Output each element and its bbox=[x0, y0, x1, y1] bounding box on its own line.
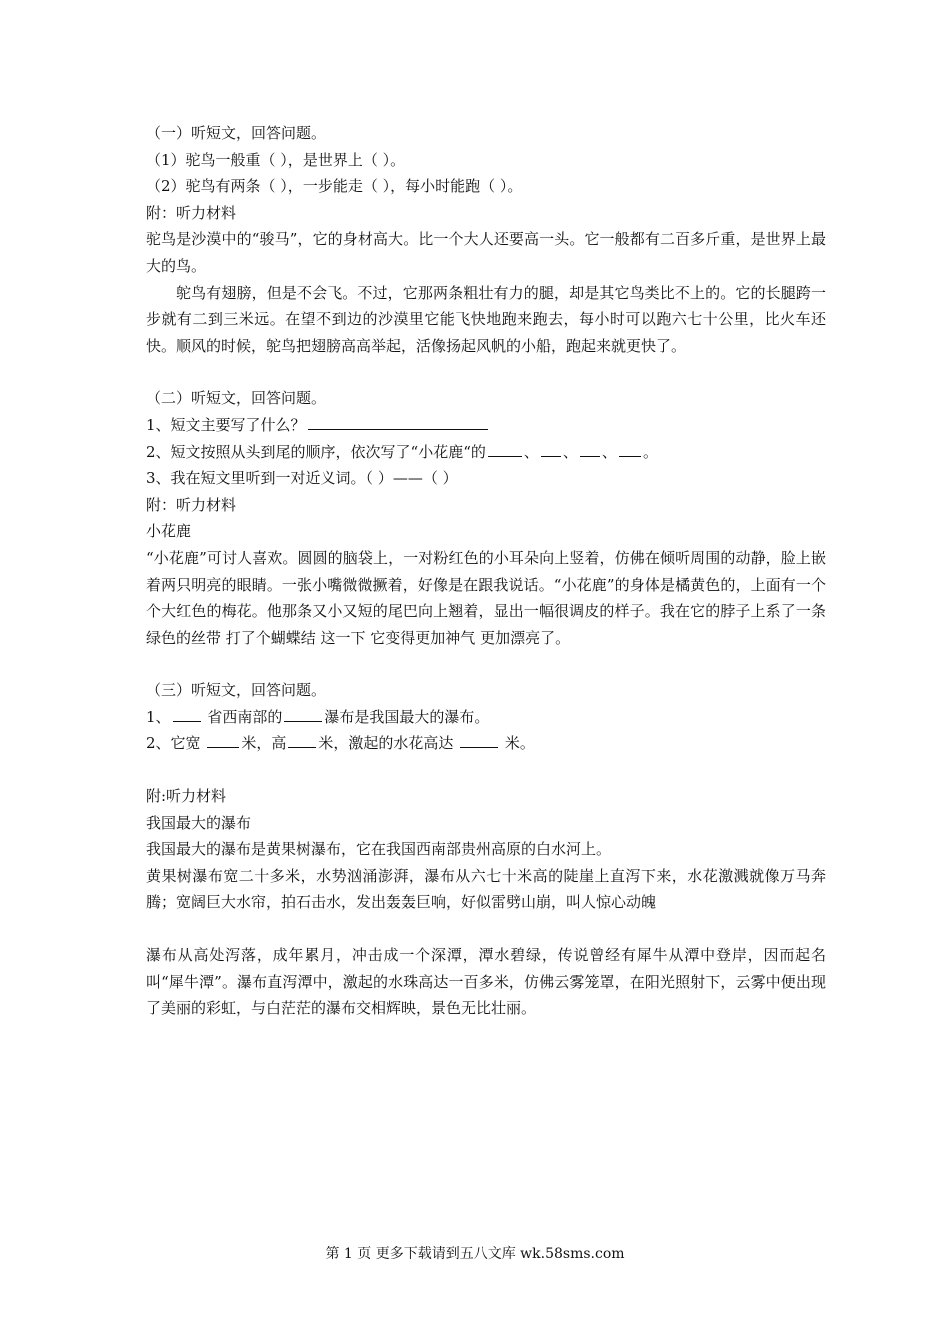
section3-question-1-number: 1、 bbox=[146, 707, 171, 726]
section3-question-2-end: 米。 bbox=[500, 734, 535, 753]
section2-question-1-text: 1、短文主要写了什么？ bbox=[146, 415, 306, 434]
section3-passage-3: 瀑布从高处泻落，成年累月，冲击成一个深潭，潭水碧绿，传说曾经有犀牛从潭中登岸，因而起名叫“犀牛潭”。瀑布直泻潭中，激起的水珠高达一百多米，仿佛云雾笼罩，在阳光照射下，云雾中便出现了美丽的彩虹，与白茫茫的瀑布交相辉映，景色无比壮丽。 bbox=[146, 946, 826, 1018]
section2-question-2 bbox=[146, 439, 826, 466]
answer-blank bbox=[284, 705, 322, 722]
section1-passage-2: 鸵鸟有翅膀，但是不会飞。不过，它那两条粗壮有力的腿，却是其它鸟类比不上的。它的长腿跨一步就有二到三米远。在望不到边的沙漠里它能飞快地跑来跑去，每小时可以跑六七十公里，比火车还快。顺风的时候，鸵鸟把翅膀高高举起，活像扬起风帆的小船，跑起来就更快了。 bbox=[146, 283, 826, 355]
answer-blank bbox=[288, 731, 316, 748]
period: 。 bbox=[642, 442, 658, 461]
answer-blank bbox=[619, 440, 641, 457]
section3-question-1 bbox=[146, 704, 826, 731]
section1-question-1: （1）驼鸟一般重（ ），是世界上（ ）。 bbox=[146, 150, 406, 169]
answer-blank bbox=[488, 440, 522, 457]
section-gap bbox=[146, 359, 826, 385]
section-gap bbox=[146, 651, 826, 677]
section1-question-2: （2）驼鸟有两条（ ），一步能走（ ），每小时能跑（ ）。 bbox=[146, 177, 523, 196]
section3-story-title: 我国最大的瀑布 bbox=[146, 813, 252, 832]
section2-heading: （二）听短文，回答问题。 bbox=[146, 389, 327, 408]
section2-question-3: 3、我在短文里听到一对近义词。（ ）——（ ） bbox=[146, 469, 458, 488]
separator: 、 bbox=[562, 442, 578, 461]
answer-blank bbox=[207, 731, 239, 748]
section3-question-2 bbox=[146, 730, 826, 757]
section3-question-2-text: 米，高 bbox=[241, 734, 287, 753]
section3-passage-1: 我国最大的瀑布是黄果树瀑布，它在我国西南部贵州高原的白水河上。 bbox=[146, 840, 612, 859]
separator: 、 bbox=[523, 442, 539, 461]
page-footer: 第 1 页 更多下载请到五八文库 wk.58sms.com bbox=[325, 1246, 625, 1262]
section3-question-1-text: 省西南部的 bbox=[202, 707, 283, 726]
answer-blank bbox=[308, 413, 488, 430]
section3-appendix-label: 附:听力材料 bbox=[146, 787, 227, 806]
section2-passage: “小花鹿”可讨人喜欢。圆圆的脑袋上，一对粉红色的小耳朵向上竖着，仿佛在倾听周围的动静，脸上嵌着两只明亮的眼睛。一张小嘴微微撅着，好像是在跟我说话。“小花鹿”的身体是橘黄色的，上面有一个个大红色的梅花。他那条又小又短的尾巴向上翘着，显出一幅很调皮的样子。我在它的脖子上系了一条绿色的丝带 打了个蝴蝶结 这一下 它变得更加神气 更加漂亮了。 bbox=[146, 548, 826, 647]
separator: 、 bbox=[601, 442, 617, 461]
section3-question-1-end: 瀑布是我国最大的瀑布。 bbox=[324, 707, 490, 726]
section3-passage-2: 黄果树瀑布宽二十多米，水势汹涌澎湃，瀑布从六七十米高的陡崖上直泻下来，水花激溅就像万马奔腾；宽阔巨大水帘，拍石击水，发出轰轰巨响，好似雷劈山崩，叫人惊心动魄 bbox=[146, 866, 826, 912]
section3-question-2-text: 2、它宽 bbox=[146, 734, 206, 753]
section3-heading: （三）听短文，回答问题。 bbox=[146, 681, 327, 700]
section3-question-2-text: 米，激起的水花高达 bbox=[318, 734, 459, 753]
answer-blank bbox=[460, 731, 498, 748]
answer-blank bbox=[173, 705, 201, 722]
section2-question-1 bbox=[146, 412, 826, 439]
section2-appendix-label: 附：听力材料 bbox=[146, 495, 237, 514]
section1-passage-1: 驼鸟是沙漠中的“骏马”，它的身材高大。比一个大人还要高一头。它一般都有二百多斤重，是世界上最大的鸟。 bbox=[146, 230, 826, 275]
section2-question-2-text: 2、短文按照从头到尾的顺序，依次写了“小花鹿“的 bbox=[146, 442, 486, 461]
section1-appendix-label: 附：听力材料 bbox=[146, 203, 237, 222]
section2-story-title: 小花鹿 bbox=[146, 522, 192, 541]
document-body bbox=[146, 120, 826, 1022]
answer-blank bbox=[580, 440, 600, 457]
answer-blank bbox=[541, 440, 561, 457]
section-gap bbox=[146, 757, 826, 783]
paragraph-gap bbox=[146, 916, 826, 942]
section1-heading: （一）听短文，回答问题。 bbox=[146, 124, 327, 142]
